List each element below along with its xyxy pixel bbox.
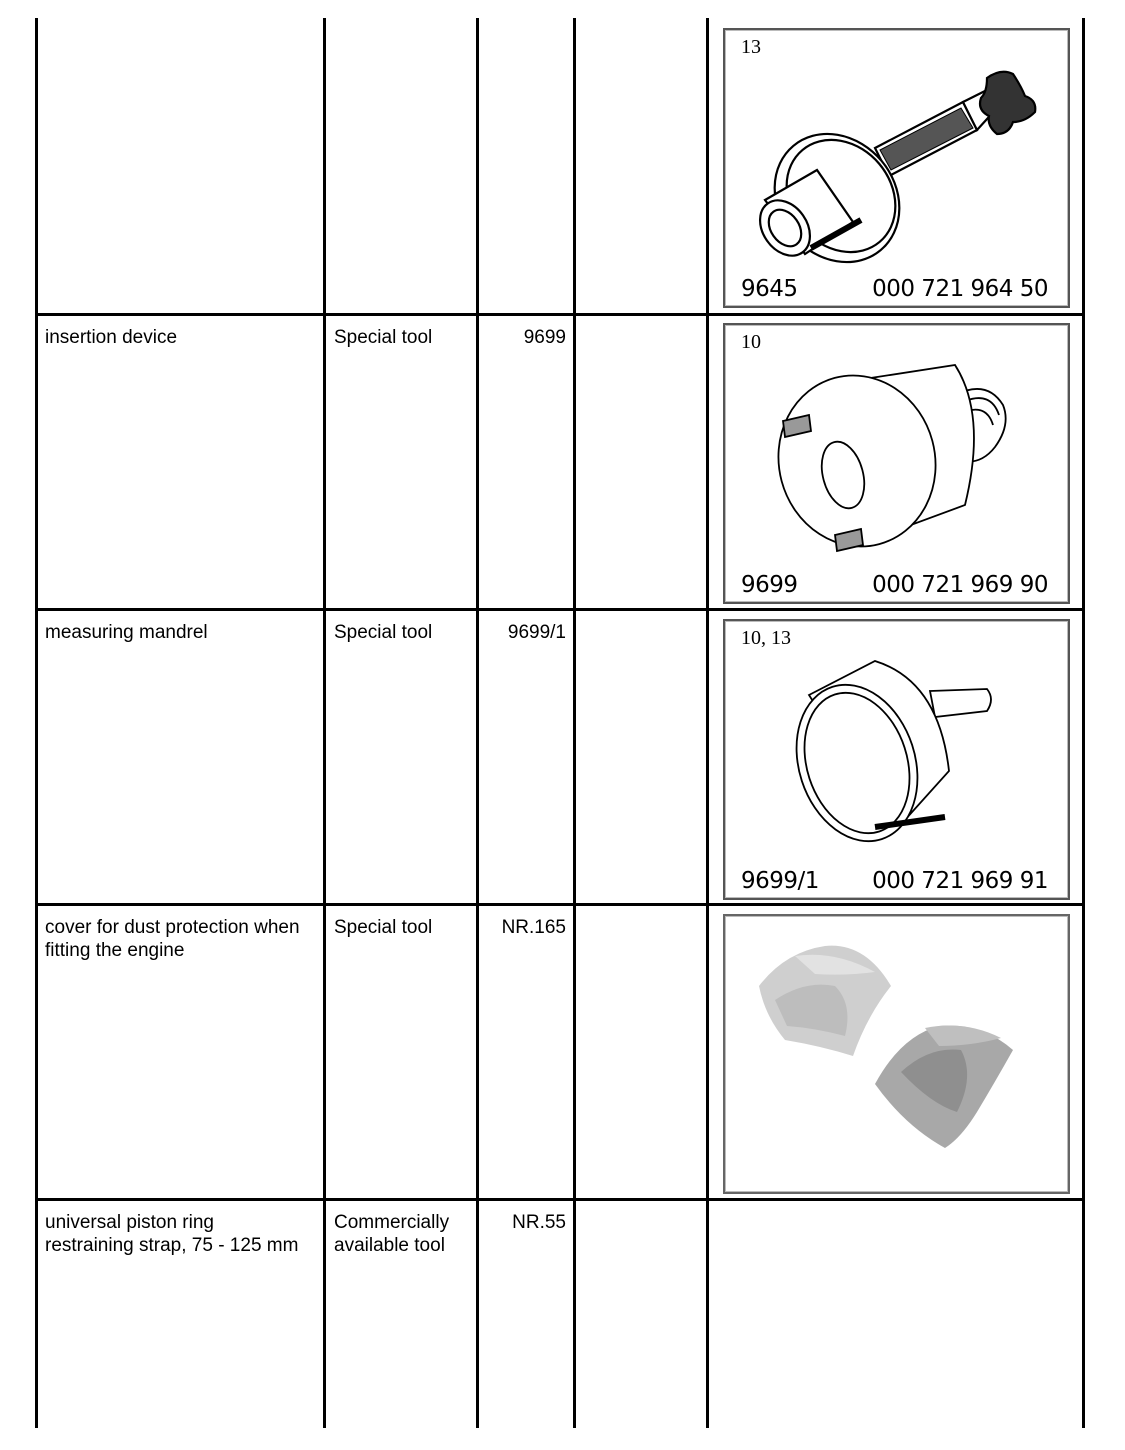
column-rule (706, 18, 709, 1428)
figure-tool-number: 9699/1 (741, 868, 819, 894)
tool-number: 9699/1 (507, 622, 566, 643)
column-rule (573, 18, 576, 1428)
dust-cover-photo (725, 916, 1068, 1192)
tool-number: NR.55 (512, 1212, 566, 1233)
row-rule (35, 313, 1085, 316)
tool-type: Commercially available tool (334, 1212, 450, 1256)
tool-description: measuring mandrel (45, 622, 208, 643)
tool-figure (723, 619, 1070, 900)
column-rule (35, 18, 38, 1428)
figure-part-number: 000 721 969 90 (872, 572, 1048, 598)
measuring-mandrel-illustration (725, 621, 1068, 898)
tool-type: Special tool (334, 622, 433, 643)
row-rule (35, 1198, 1085, 1201)
column-rule (323, 18, 326, 1428)
row-rule (35, 608, 1085, 611)
figure-callout: 10 (741, 331, 761, 353)
tool-type: Special tool (334, 917, 433, 938)
tool-number: 9699 (523, 327, 566, 348)
tool-description: insertion device (45, 327, 178, 348)
figure-part-number: 000 721 964 50 (872, 276, 1048, 302)
tool-figure (723, 28, 1070, 308)
gauge-pin-tool-illustration (725, 30, 1068, 306)
column-rule (1082, 18, 1085, 1428)
tool-description: cover for dust protection when fitting the engine (45, 917, 300, 961)
tool-number: NR.165 (501, 917, 566, 938)
column-rule (476, 18, 479, 1428)
figure-callout: 13 (741, 36, 761, 58)
tool-figure (723, 323, 1070, 604)
tool-description: universal piston ring restraining strap, 75 - 125 mm (45, 1212, 299, 1256)
figure-tool-number: 9645 (741, 276, 798, 302)
figure-tool-number: 9699 (741, 572, 798, 598)
tool-type: Special tool (334, 327, 433, 348)
tool-figure (723, 914, 1070, 1194)
figure-callout: 10, 13 (741, 627, 791, 649)
row-rule (35, 903, 1085, 906)
figure-part-number: 000 721 969 91 (872, 868, 1048, 894)
insertion-device-illustration (725, 325, 1068, 602)
